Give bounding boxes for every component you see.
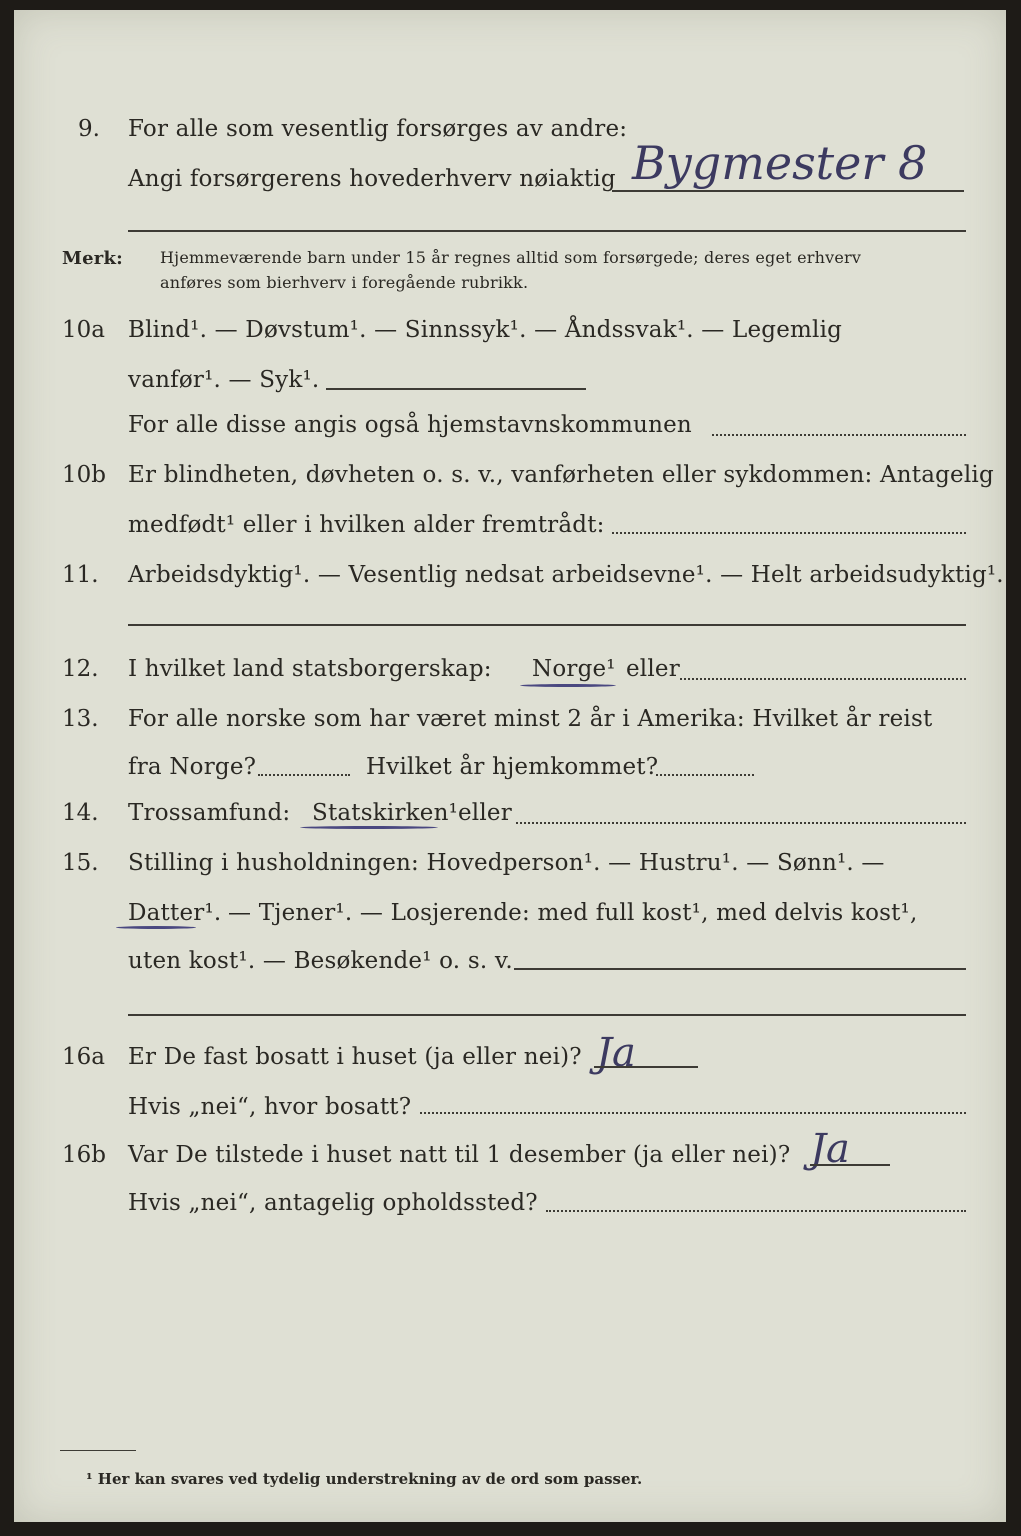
- q16a-line2: Hvis „nei“, hvor bosatt?: [128, 1094, 412, 1120]
- q16a-line1: Er De fast bosatt i huset (ja eller nei)?: [128, 1044, 582, 1070]
- q10b-number: 10b: [62, 462, 106, 488]
- q10a-line3: For alle disse angis også hjemstavnskommunen: [128, 412, 692, 438]
- footnote: ¹ Her kan svares ved tydelig understrekning av de ord som passer.: [86, 1470, 643, 1488]
- q10a-number: 10a: [62, 317, 105, 343]
- q13-line1: For alle norske som har været minst 2 år i Amerika: Hvilket år reist: [128, 706, 933, 732]
- q9-extra-line: [128, 230, 966, 232]
- q16a-number: 16a: [62, 1044, 105, 1070]
- q10b-line2-blank: [612, 532, 966, 534]
- q15-underline-mark: [116, 926, 196, 929]
- footnote-rule: [60, 1450, 136, 1451]
- q10a-line2: vanfør¹. — Syk¹.: [128, 367, 320, 393]
- q10a-line3-blank: [712, 434, 966, 436]
- q13-line2a: fra Norge?: [128, 754, 257, 780]
- q13-number: 13.: [62, 706, 99, 732]
- q15-line1: Stilling i husholdningen: Hovedperson¹. — Hustru¹. — Sønn¹. —: [128, 850, 885, 876]
- merk-line1: Hjemmeværende barn under 15 år regnes alltid som forsørgede; deres eget erhverv: [160, 248, 862, 267]
- q12-suffix: eller: [626, 656, 680, 682]
- q9-number: 9.: [78, 116, 100, 142]
- q12-blank: [680, 678, 966, 680]
- q14-number: 14.: [62, 800, 99, 826]
- q16b-blank: [546, 1210, 966, 1212]
- q9-line1: For alle som vesentlig forsørges av andre:: [128, 116, 628, 142]
- q10b-line1: Er blindheten, døvheten o. s. v., vanførheten eller sykdommen: Antagelig: [128, 462, 994, 488]
- q10b-line2: medfødt¹ eller i hvilken alder fremtrådt:: [128, 512, 605, 538]
- q16a-handwritten-answer: Ja: [596, 1030, 636, 1076]
- q13-reist-blank: [258, 774, 350, 776]
- q16a-answer-line: [594, 1066, 698, 1068]
- merk-line2: anføres som bierhverv i foregående rubrikk.: [160, 273, 529, 292]
- q15-extra-line: [128, 1014, 966, 1016]
- q10a-line2-blank: [326, 388, 586, 390]
- q13-line2b: Hvilket år hjemkommet?: [366, 754, 659, 780]
- q12-number: 12.: [62, 656, 99, 682]
- q13-hjem-blank: [656, 774, 754, 776]
- q15-line2: — Tjener¹. — Losjerende: med full kost¹, med delvis kost¹,: [228, 900, 918, 926]
- q14-option-statskirken: Statskirken¹: [312, 800, 459, 826]
- q16b-answer-line: [810, 1164, 890, 1166]
- q15-blank: [514, 968, 966, 970]
- q16a-blank: [420, 1112, 966, 1114]
- q16b-number: 16b: [62, 1142, 106, 1168]
- q9-handwritten-answer: Bygmester 8: [632, 136, 928, 190]
- q9-line2: Angi forsørgerens hovederhverv nøiaktig: [128, 166, 616, 192]
- q15-number: 15.: [62, 850, 99, 876]
- q16b-line1: Var De tilstede i huset natt til 1 desember (ja eller nei)?: [128, 1142, 791, 1168]
- q11-number: 11.: [62, 562, 99, 588]
- q16b-handwritten-answer: Ja: [810, 1126, 850, 1172]
- merk-label: Merk:: [62, 248, 123, 269]
- q15-option-datter: Datter¹.: [128, 900, 222, 926]
- q14-prefix: Trossamfund:: [128, 800, 291, 826]
- q14-suffix: eller: [458, 800, 512, 826]
- q14-blank: [516, 822, 966, 824]
- q14-underline-mark: [300, 826, 438, 829]
- q16b-line2: Hvis „nei“, antagelig opholdssted?: [128, 1190, 538, 1216]
- q15-line3: uten kost¹. — Besøkende¹ o. s. v.: [128, 948, 513, 974]
- q12-option-norge: Norge¹: [532, 656, 616, 682]
- q11-line1: Arbeidsdyktig¹. — Vesentlig nedsat arbeidsevne¹. — Helt arbeidsudyktig¹.: [128, 562, 1004, 588]
- q12-underline-mark: [520, 684, 616, 687]
- q11-extra-line: [128, 624, 966, 626]
- q10a-line1: Blind¹. — Døvstum¹. — Sinnssyk¹. — Åndssvak¹. — Legemlig: [128, 317, 843, 343]
- q12-prefix: I hvilket land statsborgerskap:: [128, 656, 492, 682]
- q9-answer-line: [612, 190, 964, 192]
